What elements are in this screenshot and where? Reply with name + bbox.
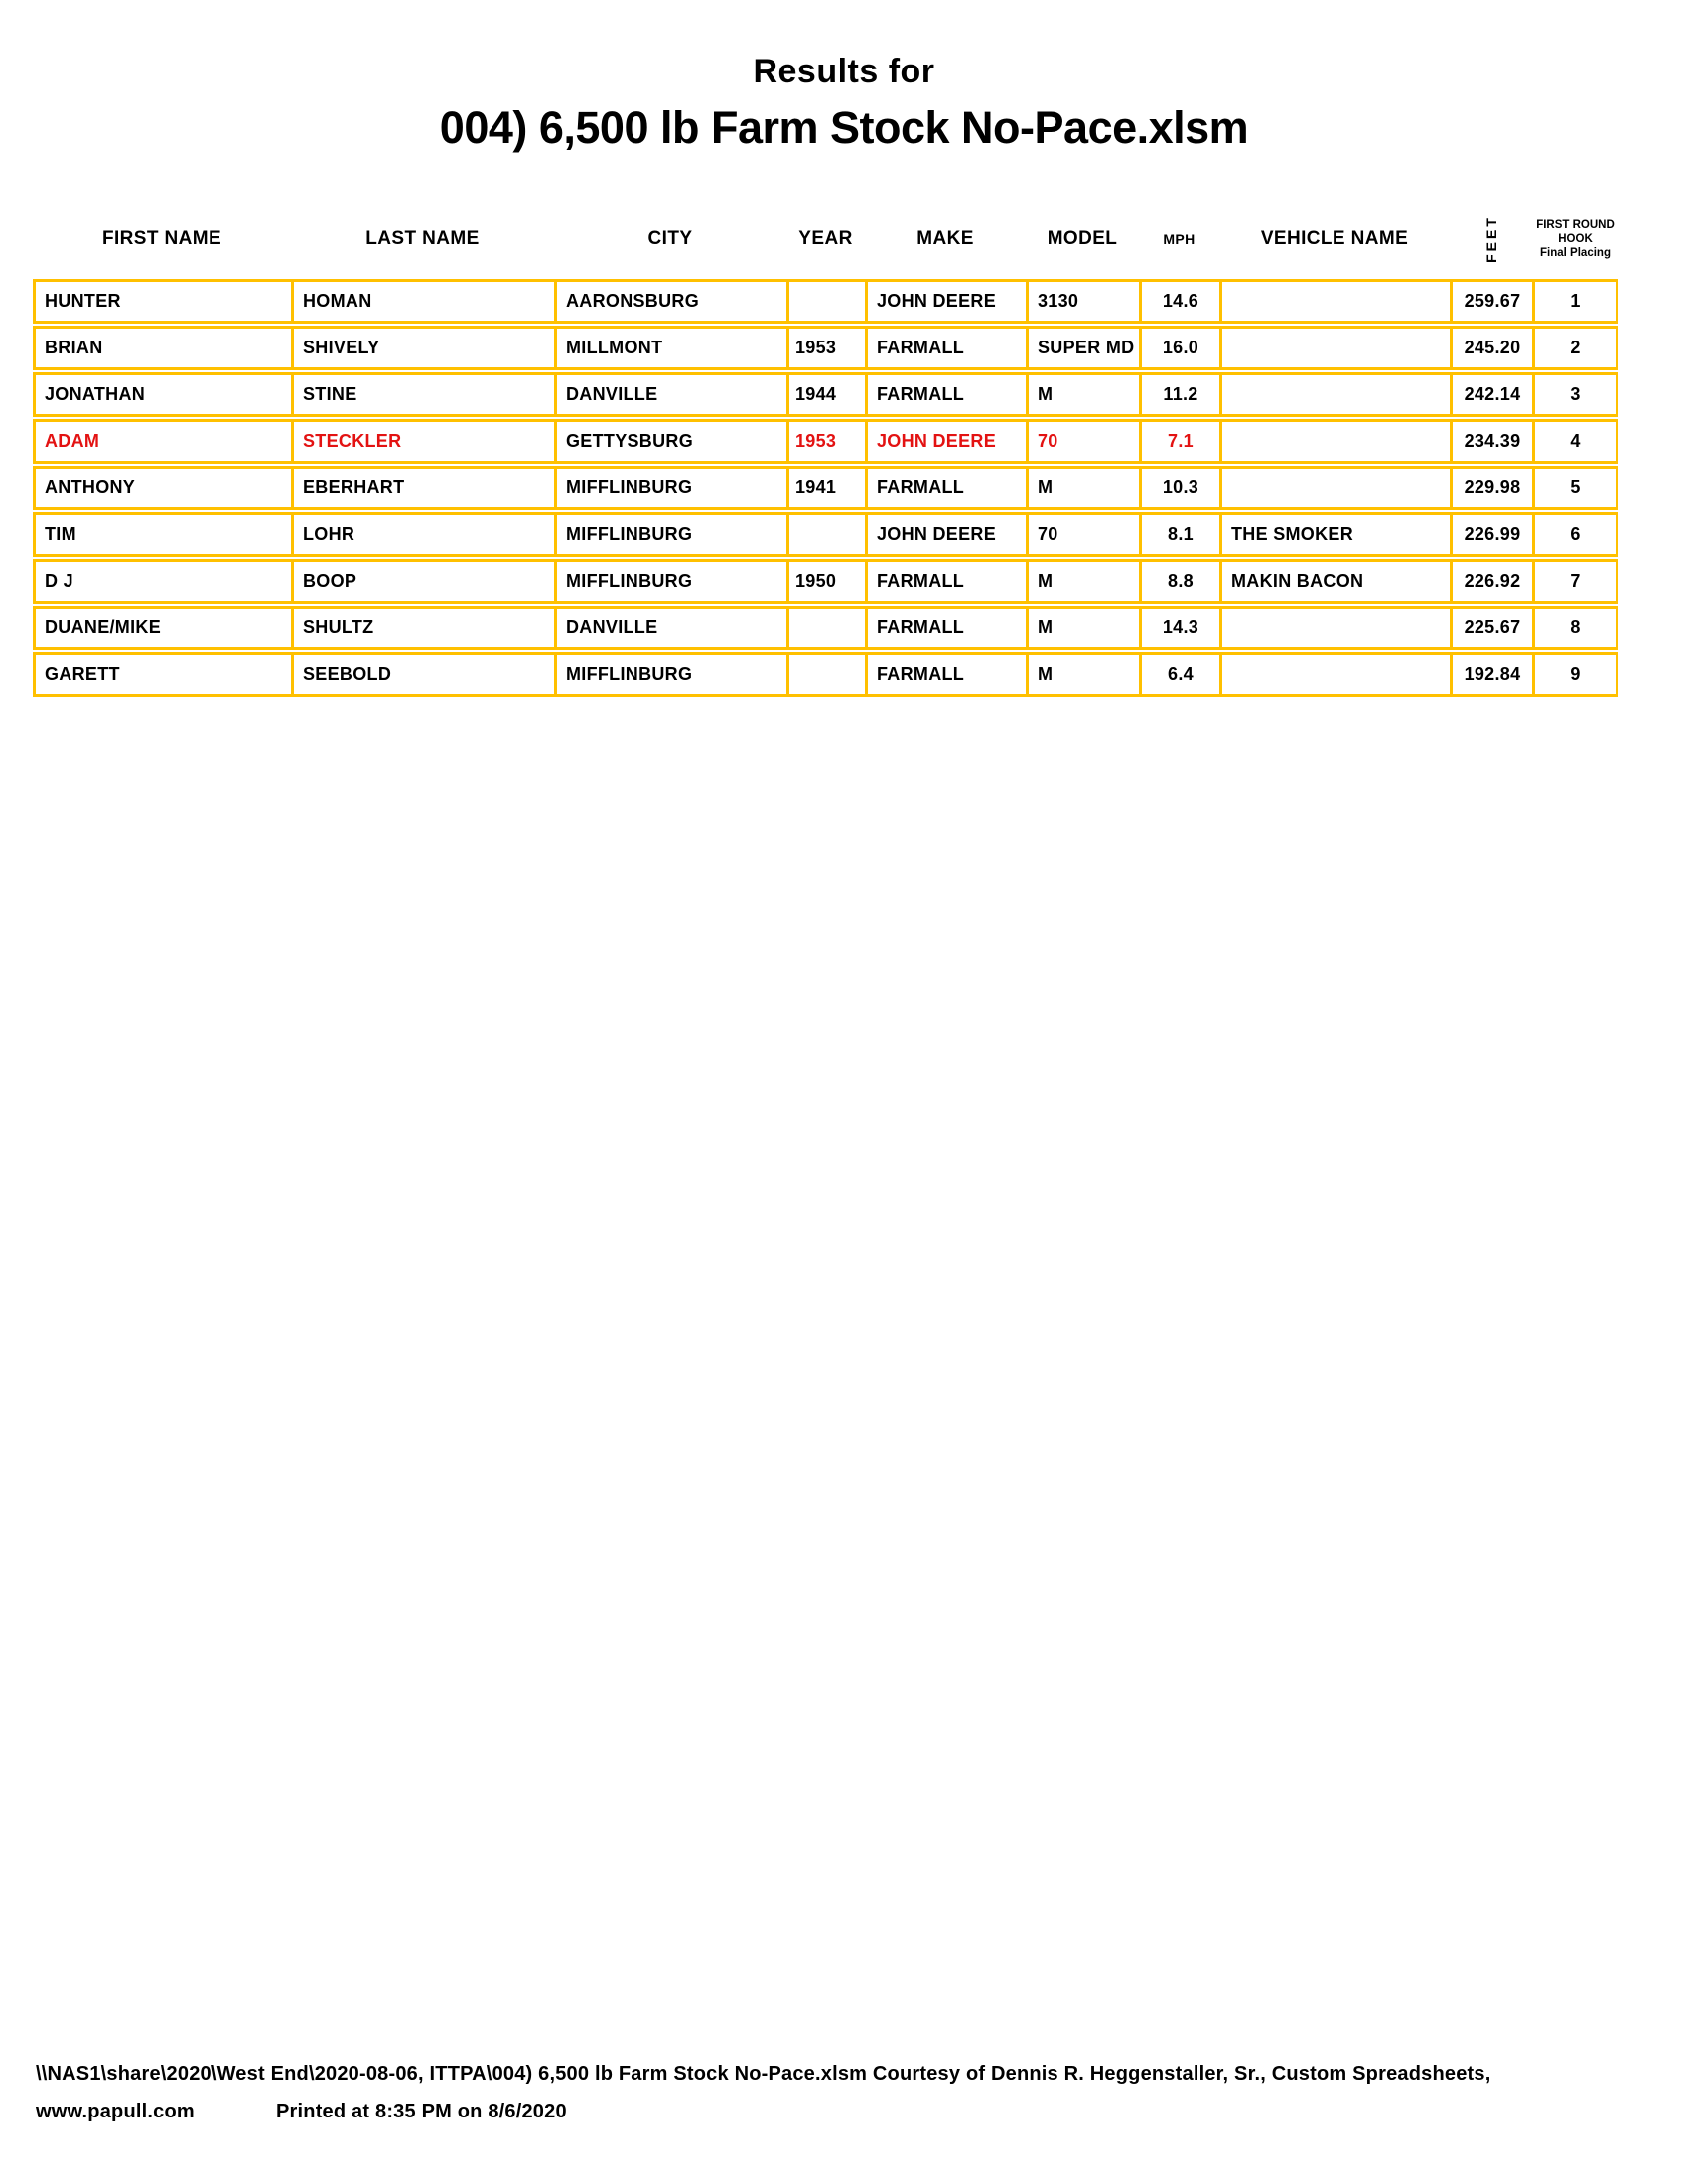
table-row (33, 512, 1618, 557)
table-row (33, 559, 1618, 604)
cell-make: FARMALL (865, 329, 1026, 367)
column-header-year: YEAR (798, 227, 853, 249)
cell-city: MILLMONT (554, 329, 786, 367)
page-subtitle-filename: 004) 6,500 lb Farm Stock No-Pace.xlsm (439, 102, 1249, 153)
footer-printed-timestamp: Printed at 8:35 PM on 8/6/2020 (276, 2101, 567, 2122)
cell-year: 1950 (786, 562, 865, 601)
header-sub-line: HOOK (1558, 232, 1593, 245)
cell-placing: 3 (1532, 375, 1616, 414)
cell-model: M (1026, 375, 1139, 414)
table-row (33, 466, 1618, 510)
cell-make: FARMALL (865, 469, 1026, 507)
header-sub-line: FIRST ROUND (1536, 218, 1615, 231)
cell-make: JOHN DEERE (865, 282, 1026, 321)
cell-model: 70 (1026, 515, 1139, 554)
cell-year: 1953 (786, 422, 865, 461)
cell-placing: 8 (1532, 609, 1616, 647)
cell-first_name: GARETT (45, 664, 120, 684)
cell-first_name: ADAM (45, 431, 100, 451)
cell-make: FARMALL (865, 655, 1026, 694)
column-header-make: MAKE (916, 227, 974, 249)
table-row (33, 279, 1618, 324)
cell-mph: 8.1 (1139, 515, 1219, 554)
cell-last_name: SEEBOLD (291, 655, 554, 694)
column-header-vehicle_name: VEHICLE NAME (1260, 227, 1409, 249)
cell-vehicle_name (1219, 655, 1450, 694)
cell-model: M (1026, 562, 1139, 601)
cell-mph: 10.3 (1139, 469, 1219, 507)
cell-city: DANVILLE (554, 609, 786, 647)
cell-city: GETTYSBURG (554, 422, 786, 461)
cell-year: 1941 (786, 469, 865, 507)
page-title: Results for (753, 53, 935, 90)
cell-first_name: ANTHONY (45, 478, 136, 497)
cell-model: M (1026, 469, 1139, 507)
cell-feet: 259.67 (1450, 282, 1532, 321)
cell-feet: 234.39 (1450, 422, 1532, 461)
cell-placing: 2 (1532, 329, 1616, 367)
cell-vehicle_name (1219, 609, 1450, 647)
cell-feet: 245.20 (1450, 329, 1532, 367)
cell-first_name: DUANE/MIKE (45, 617, 162, 637)
page-footer (36, 2063, 1490, 2123)
table-row (33, 652, 1618, 697)
cell-year (786, 515, 865, 554)
results-table (33, 199, 1618, 699)
table-body (33, 279, 1618, 697)
cell-city: MIFFLINBURG (554, 515, 786, 554)
cell-city: AARONSBURG (554, 282, 786, 321)
column-header-mph: MPH (1163, 230, 1196, 247)
cell-year (786, 282, 865, 321)
cell-year: 1944 (786, 375, 865, 414)
cell-mph: 6.4 (1139, 655, 1219, 694)
cell-make: JOHN DEERE (865, 515, 1026, 554)
cell-last_name: STINE (291, 375, 554, 414)
cell-vehicle_name (1219, 329, 1450, 367)
cell-year: 1953 (786, 329, 865, 367)
cell-mph: 11.2 (1139, 375, 1219, 414)
header-sub-line: Final Placing (1540, 246, 1611, 259)
cell-feet: 225.67 (1450, 609, 1532, 647)
title-block (0, 52, 1688, 153)
cell-feet: 242.14 (1450, 375, 1532, 414)
cell-first_name: JONATHAN (45, 384, 146, 404)
cell-last_name: EBERHART (291, 469, 554, 507)
cell-last_name: HOMAN (291, 282, 554, 321)
footer-file-path: \\NAS1\share\2020\West End\2020-08-06, ITTPA\004) 6,500 lb Farm Stock No-Pace.xlsm Courtesy of Dennis R. Heggenstaller, Sr., Custom Spreadsheets, (36, 2063, 1491, 2085)
cell-make: FARMALL (865, 375, 1026, 414)
cell-mph: 7.1 (1139, 422, 1219, 461)
cell-year (786, 655, 865, 694)
cell-vehicle_name: MAKIN BACON (1219, 562, 1450, 601)
footer-line2 (36, 2101, 1490, 2123)
cell-last_name: STECKLER (291, 422, 554, 461)
cell-mph: 8.8 (1139, 562, 1219, 601)
table-header-row (33, 199, 1618, 279)
cell-model: 3130 (1026, 282, 1139, 321)
cell-first_name: D J (45, 571, 73, 591)
column-header-feet (1450, 199, 1532, 279)
table-row (33, 372, 1618, 417)
column-header-placing (1532, 199, 1618, 279)
cell-city: DANVILLE (554, 375, 786, 414)
cell-feet: 229.98 (1450, 469, 1532, 507)
cell-make: FARMALL (865, 609, 1026, 647)
table-row (33, 419, 1618, 464)
cell-mph: 14.3 (1139, 609, 1219, 647)
cell-vehicle_name (1219, 422, 1450, 461)
rotated-header-text: FEET (1482, 214, 1499, 263)
cell-placing: 9 (1532, 655, 1616, 694)
cell-city: MIFFLINBURG (554, 469, 786, 507)
column-header-model: MODEL (1047, 227, 1118, 249)
footer-website: www.papull.com (36, 2101, 195, 2122)
cell-placing: 6 (1532, 515, 1616, 554)
column-header-city: CITY (647, 227, 693, 249)
cell-last_name: LOHR (291, 515, 554, 554)
cell-model: M (1026, 609, 1139, 647)
cell-year (786, 609, 865, 647)
table-row (33, 326, 1618, 370)
cell-last_name: SHIVELY (291, 329, 554, 367)
cell-placing: 4 (1532, 422, 1616, 461)
cell-vehicle_name (1219, 469, 1450, 507)
cell-model: SUPER MD (1026, 329, 1139, 367)
cell-model: M (1026, 655, 1139, 694)
column-header-last_name: LAST NAME (365, 227, 480, 249)
cell-vehicle_name (1219, 282, 1450, 321)
cell-placing: 1 (1532, 282, 1616, 321)
cell-first_name: TIM (45, 524, 76, 544)
cell-placing: 5 (1532, 469, 1616, 507)
cell-placing: 7 (1532, 562, 1616, 601)
cell-feet: 226.99 (1450, 515, 1532, 554)
cell-feet: 226.92 (1450, 562, 1532, 601)
cell-mph: 16.0 (1139, 329, 1219, 367)
cell-make: JOHN DEERE (865, 422, 1026, 461)
cell-vehicle_name (1219, 375, 1450, 414)
cell-last_name: BOOP (291, 562, 554, 601)
cell-first_name: HUNTER (45, 291, 121, 311)
cell-city: MIFFLINBURG (554, 655, 786, 694)
table-row (33, 606, 1618, 650)
cell-first_name: BRIAN (45, 338, 103, 357)
cell-vehicle_name: THE SMOKER (1219, 515, 1450, 554)
column-header-first_name: FIRST NAME (101, 227, 222, 249)
cell-city: MIFFLINBURG (554, 562, 786, 601)
cell-model: 70 (1026, 422, 1139, 461)
cell-mph: 14.6 (1139, 282, 1219, 321)
cell-last_name: SHULTZ (291, 609, 554, 647)
cell-make: FARMALL (865, 562, 1026, 601)
cell-feet: 192.84 (1450, 655, 1532, 694)
